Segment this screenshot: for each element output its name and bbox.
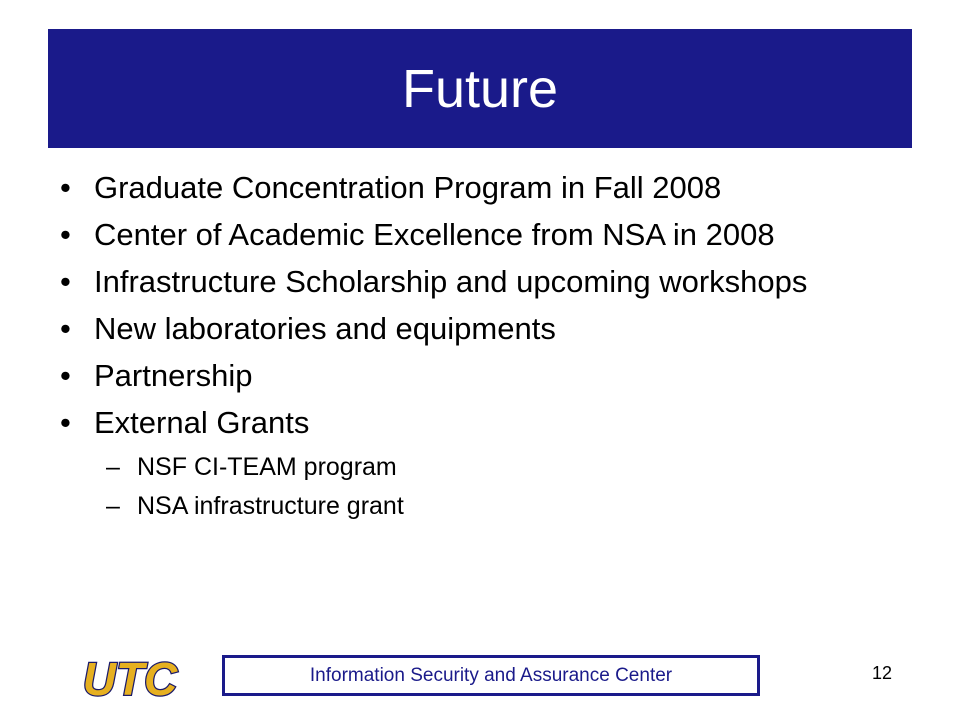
bullet-text: External Grants: [94, 405, 310, 440]
bullet-marker: •: [60, 311, 71, 346]
bullet-item: [60, 405, 880, 441]
footer-text: Information Security and Assurance Center: [309, 664, 673, 686]
bullet-text: Infrastructure Scholarship and upcoming workshops: [94, 264, 808, 299]
bullet-marker: •: [60, 405, 71, 440]
sub-bullet-item: [60, 491, 880, 521]
bullet-list: [60, 170, 880, 530]
bullet-item: [60, 311, 880, 347]
bullet-marker: •: [60, 358, 71, 393]
bullet-item: [60, 170, 880, 206]
bullet-marker: •: [60, 217, 71, 252]
svg-text:UTC: UTC: [82, 653, 178, 704]
bullet-text: Center of Academic Excellence from NSA in 2008: [94, 217, 775, 252]
sub-bullet-marker: –: [106, 492, 120, 520]
bullet-item: [60, 264, 880, 300]
sub-bullet-marker: –: [106, 453, 120, 481]
slide-title: Future: [401, 58, 559, 119]
sub-bullet-item: [60, 452, 880, 482]
bullet-text: New laboratories and equipments: [94, 311, 556, 346]
bullet-item: [60, 358, 880, 394]
sub-bullet-text: NSA infrastructure grant: [137, 492, 404, 520]
footer-bar: [222, 655, 760, 696]
sub-bullet-text: NSF CI-TEAM program: [137, 453, 397, 481]
bullet-marker: •: [60, 264, 71, 299]
bullet-marker: •: [60, 170, 71, 205]
utc-logo: [72, 650, 188, 704]
bullet-item: [60, 217, 880, 253]
title-bar: [48, 29, 912, 148]
bullet-text: Graduate Concentration Program in Fall 2008: [94, 170, 722, 205]
page-number: 12: [872, 663, 893, 683]
bullet-text: Partnership: [94, 358, 253, 393]
